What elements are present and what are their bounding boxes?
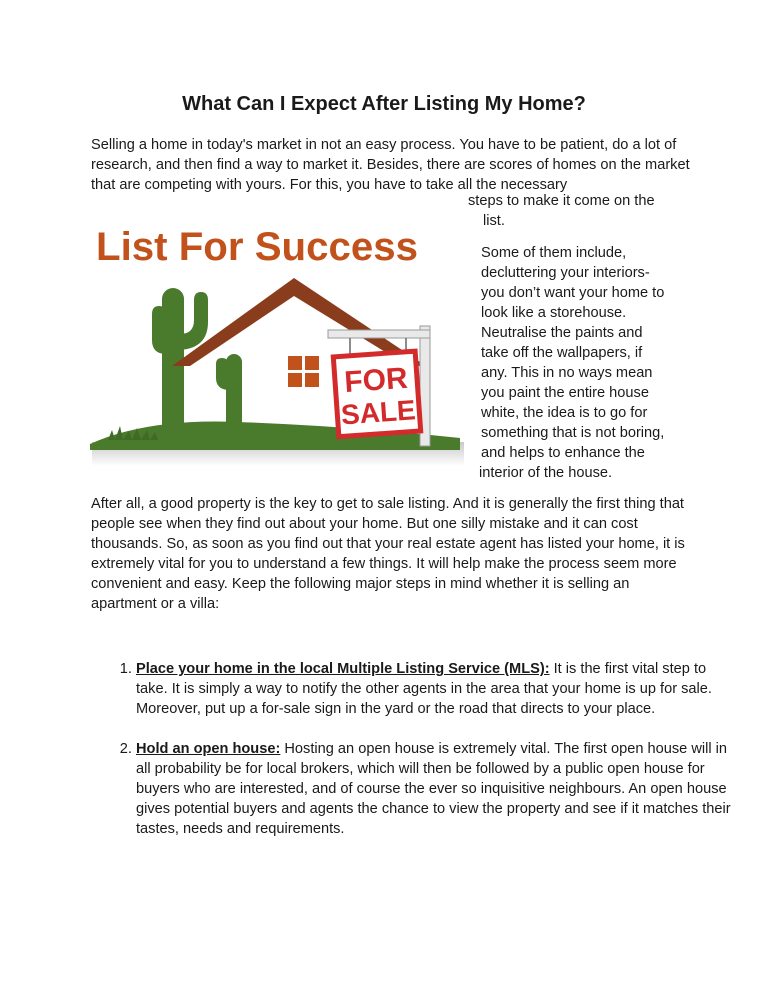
side-line-1: steps to make it come on the xyxy=(468,193,655,209)
side-line-2: list. xyxy=(483,213,505,229)
intro-paragraph: Selling a home in today's market in not an easy process. You have to be patient, do a lot of research, and then find a way to market it. Besides, there are scores of homes on the market that are competing with yours. For this, you have to take all the necessary xyxy=(91,137,690,193)
side-para-line: and helps to enhance the xyxy=(481,445,645,461)
side-para-line: you don’t want your home to xyxy=(481,285,665,301)
for-sale-sign xyxy=(333,351,420,437)
step-item xyxy=(136,659,736,719)
list-for-success-illustration xyxy=(88,204,468,472)
side-para-line: decluttering your interiors- xyxy=(481,265,650,281)
step-text: It is the first vital step to take. It is simply a way to notify the other agents in the area that your home is up for sale. Moreover, put up a for-sale sign in the yard or the road that directs to your place. xyxy=(136,661,712,717)
sign-text-for: FOR xyxy=(343,361,409,400)
side-para-line: white, the idea is to go for xyxy=(481,405,648,421)
side-para-line: take off the wallpapers, if xyxy=(481,345,643,361)
side-para-line: you paint the entire house xyxy=(481,385,649,401)
page-title: What Can I Expect After Listing My Home? xyxy=(182,93,586,115)
side-para-line: Neutralise the paints and xyxy=(481,325,643,341)
side-para-line: any. This in no ways mean xyxy=(481,365,653,381)
after-paragraph: After all, a good property is the key to get to sale listing. And it is generally the first thing that people see when they find out about your home. But one silly mistake and it can cost thousands. So, as soon as you find out that your real estate agent has listed your home, it is extremely vital for you to understand a few things. It will help make the process seem more convenient and easy. Keep the following major steps in mind whether it is selling an apartment or a villa: xyxy=(91,496,685,612)
step-heading: Hold an open house: xyxy=(136,741,281,757)
side-para-line: look like a storehouse. xyxy=(481,305,627,321)
side-paragraph xyxy=(481,243,701,463)
side-last-line: interior of the house. xyxy=(479,465,613,481)
image-heading: List For Success xyxy=(96,225,418,269)
step-item xyxy=(136,739,736,839)
step-text: Hosting an open house is extremely vital. The first open house will in all probability be for local brokers, which will then be followed by a public open house for buyers who are interested, and of course the ever so inquisitive neighbours. An open house gives potential buyers and agents the chance to view the property and see if it matches their tastes, needs and requirements. xyxy=(136,741,731,837)
steps-list xyxy=(91,659,736,859)
sign-text-sale: SALE xyxy=(339,394,417,431)
side-para-line: Some of them include, xyxy=(481,245,627,261)
side-para-line: something that is not boring, xyxy=(481,425,665,441)
step-heading: Place your home in the local Multiple Listing Service (MLS): xyxy=(136,661,550,677)
